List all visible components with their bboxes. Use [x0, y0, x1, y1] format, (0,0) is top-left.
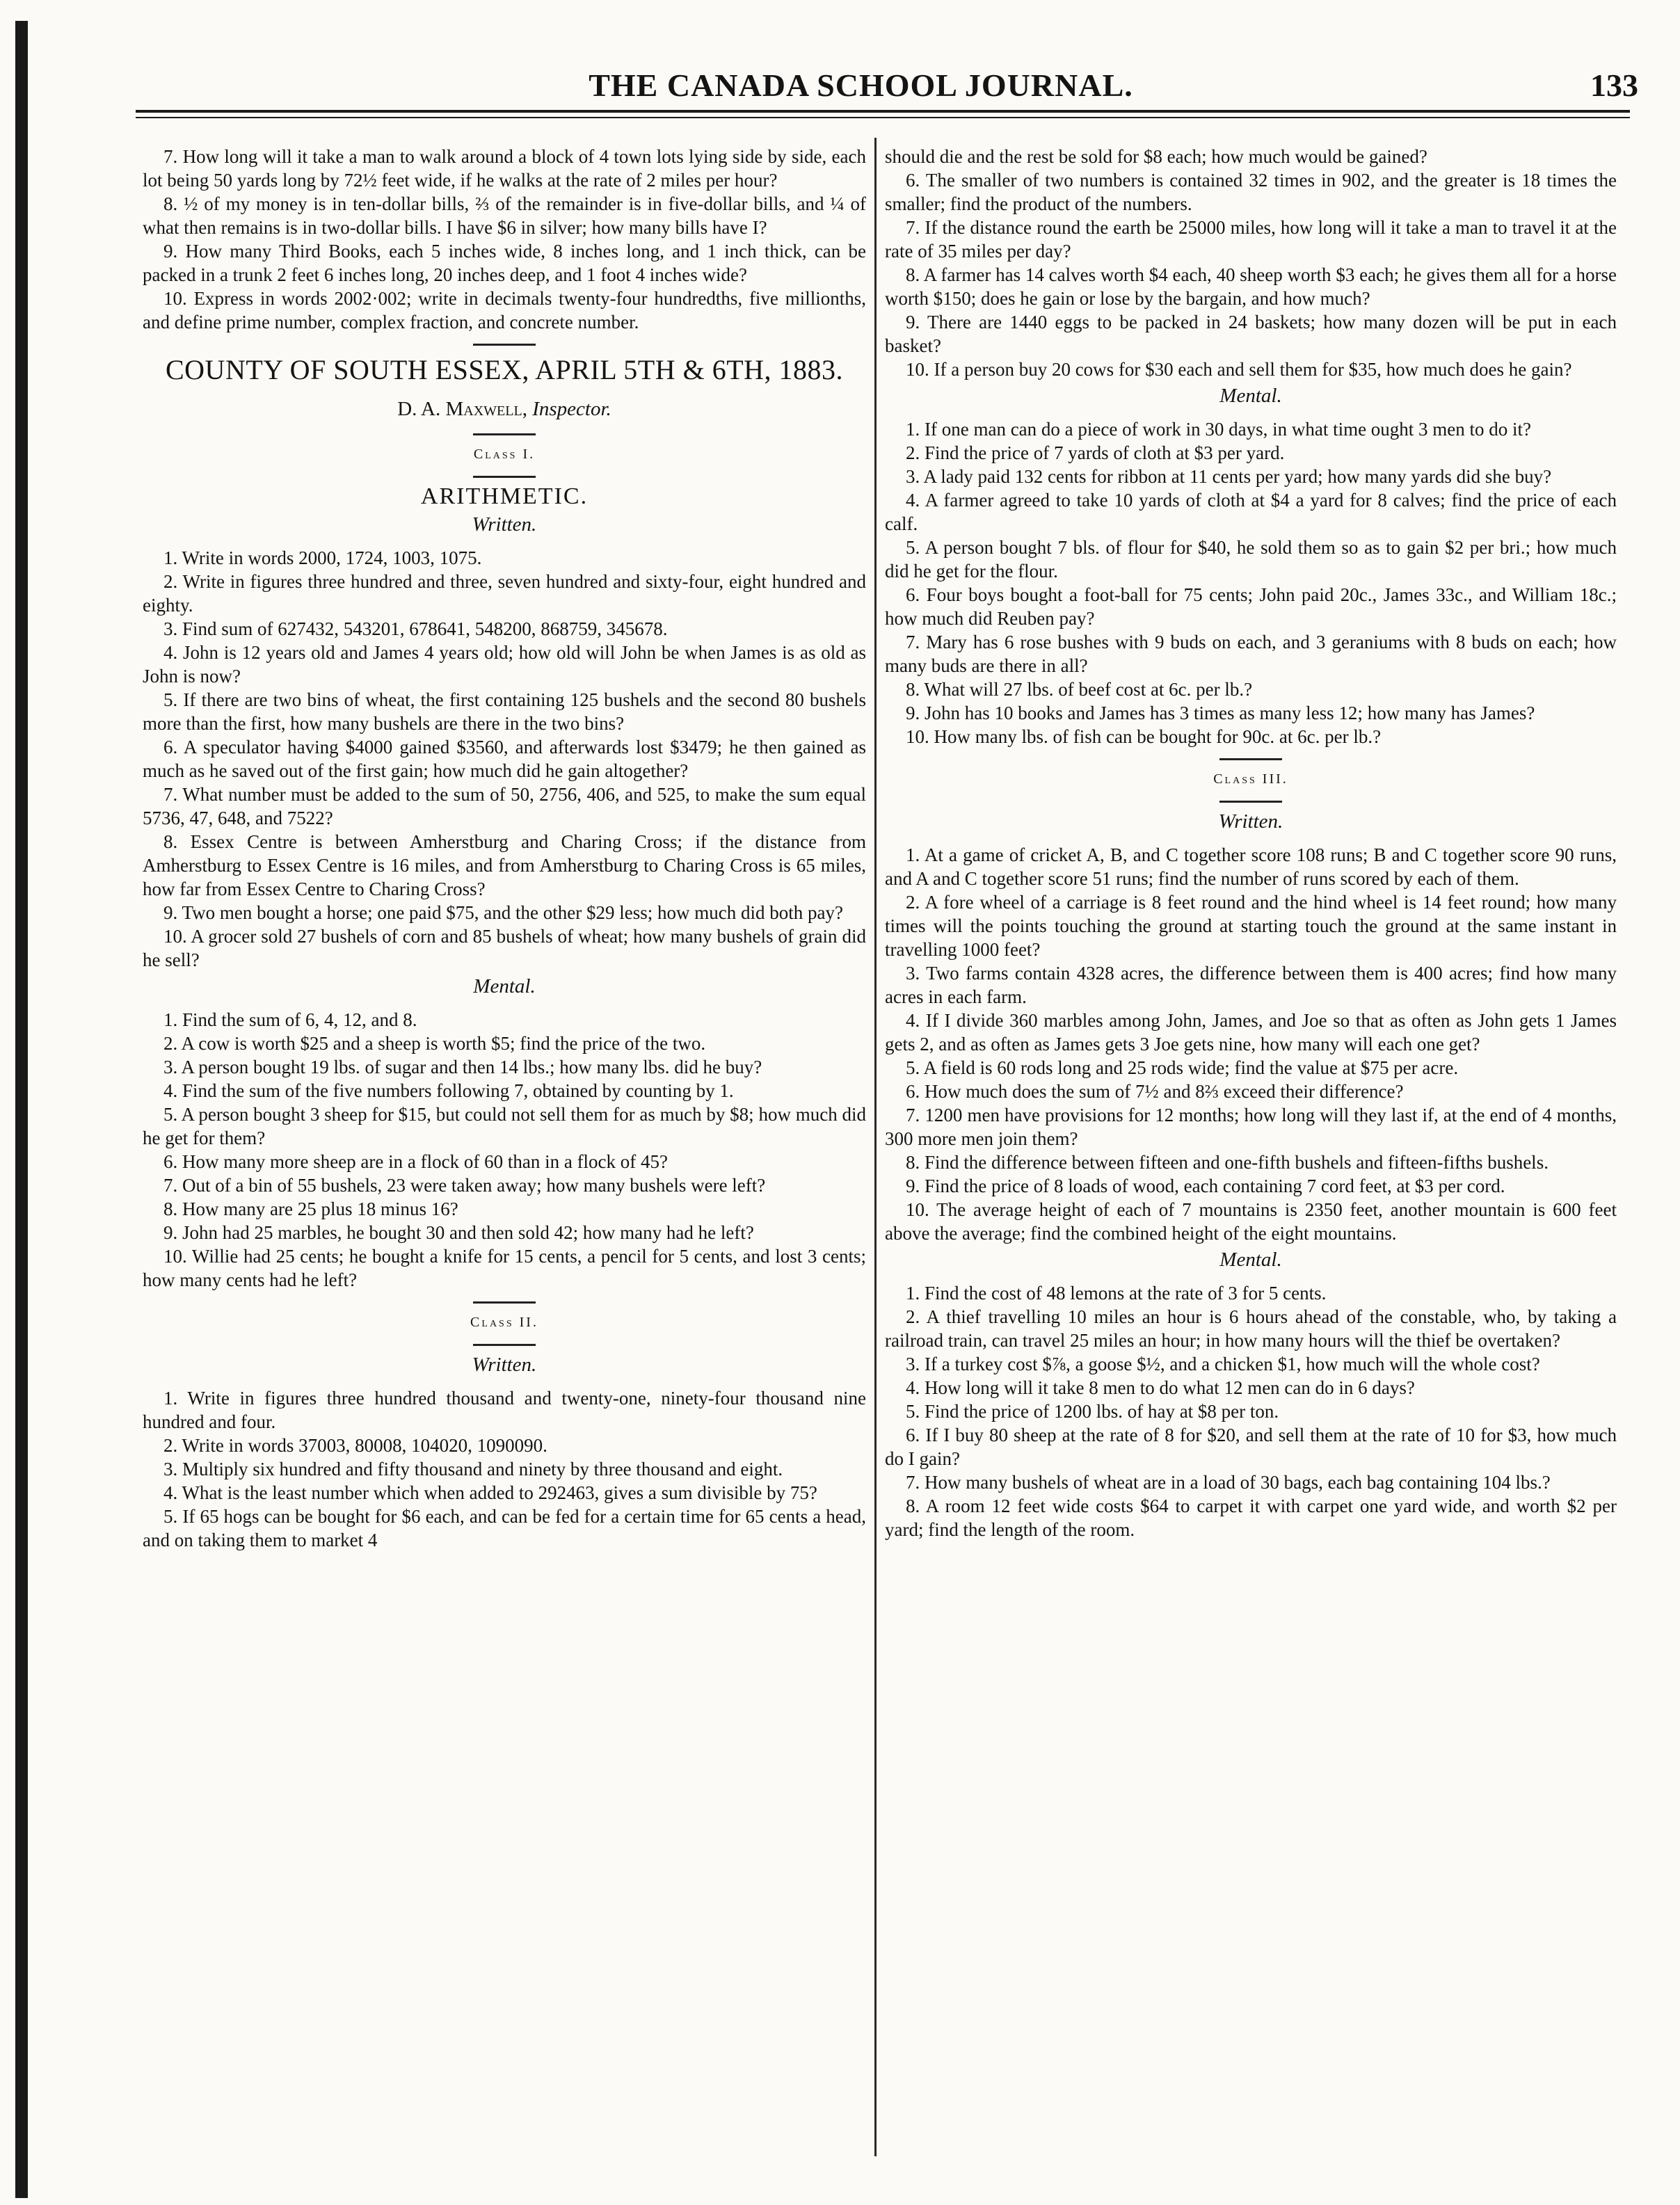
question-item — [885, 1056, 1617, 1080]
question-number: 9. — [906, 703, 920, 723]
question-text: A lady paid 132 cents for ribbon at 11 cents per yard; how many yards did she buy? — [923, 466, 1552, 487]
question-item — [885, 725, 1617, 748]
question-item — [885, 1423, 1617, 1470]
question-item — [143, 901, 866, 924]
question-item — [143, 1032, 866, 1055]
question-text: How many more sheep are in a flock of 60 than in a flock of 45? — [182, 1151, 669, 1172]
question-number: 6. — [906, 1081, 920, 1102]
question-number: 8. — [906, 264, 920, 285]
mental-heading: Mental. — [473, 975, 536, 997]
question-text: Find the sum of 6, 4, 12, and 8. — [182, 1009, 417, 1030]
question-text: Find the price of 1200 lbs. of hay at $8 per ton. — [925, 1401, 1279, 1422]
question-item — [885, 1080, 1617, 1103]
question-number: 4. — [163, 1482, 178, 1503]
question-text: Four boys bought a foot-ball for 75 cents; John paid 20c., James 33c., and William 18c.; how much did Reuben pay? — [885, 584, 1617, 629]
question-text: A farmer has 14 calves worth $4 each, 40 sheep worth $3 each; he gives them all for a horse worth $150; does he gain or lose by the bargain, and how much? — [885, 264, 1617, 309]
question-item — [885, 168, 1617, 216]
question-text: How long will it take 8 men to do what 12 men can do in 6 days? — [925, 1377, 1415, 1398]
question-number: 8. — [906, 1496, 920, 1516]
question-number: 7. — [163, 784, 178, 805]
question-number: 3. — [163, 618, 178, 639]
question-text: Express in words 2002·002; write in decimals twenty-four hundredths, five millionths, and define prime number, complex fraction, and concrete number. — [143, 288, 866, 332]
question-text: How much does the sum of 7½ and 8⅔ exceed their difference? — [925, 1081, 1404, 1102]
question-number: 10. — [906, 1199, 929, 1220]
question-number: 10. — [906, 359, 929, 380]
question-number: 6. — [906, 1425, 920, 1445]
question-item — [885, 465, 1617, 488]
question-text: A person bought 7 bls. of flour for $40, he sold them so as to gain $2 per bri.; how much did he get for the flour. — [885, 537, 1617, 582]
question-number: 7. — [906, 217, 920, 238]
question-number: 9. — [163, 902, 178, 923]
question-item — [885, 961, 1617, 1009]
question-item — [143, 783, 866, 830]
question-list — [885, 843, 1617, 1245]
question-item — [143, 1505, 866, 1552]
question-item — [885, 263, 1617, 310]
question-item — [143, 617, 866, 641]
question-number: 4. — [906, 1377, 920, 1398]
written-heading: Written. — [472, 513, 537, 536]
class-heading: Class III. — [1213, 771, 1288, 787]
question-number: 4. — [163, 1080, 178, 1101]
question-text: Find sum of 627432, 543201, 678641, 548200, 868759, 345678. — [182, 618, 668, 639]
question-text: If the distance round the earth be 25000 miles, how long will it take a man to travel it at the rate of 35 miles per day? — [885, 217, 1617, 262]
question-number: 10. — [163, 926, 187, 947]
mental-heading: Mental. — [1219, 385, 1282, 407]
question-number: 2. — [163, 1435, 178, 1456]
question-number: 1. — [906, 419, 920, 440]
question-item — [143, 1434, 866, 1457]
question-item — [885, 488, 1617, 536]
question-number: 5. — [163, 689, 178, 710]
inspector-line — [143, 397, 866, 421]
question-item — [143, 1008, 866, 1032]
section-rule — [1219, 801, 1282, 803]
question-item — [885, 843, 1617, 890]
written-heading: Written. — [1218, 810, 1283, 833]
question-number: 8. — [163, 193, 178, 214]
question-item — [885, 310, 1617, 358]
question-item — [885, 216, 1617, 263]
question-item — [885, 1470, 1617, 1494]
question-number: 7. — [163, 1175, 178, 1196]
question-text: A fore wheel of a carriage is 8 feet round and the hind wheel is 14 feet round; how many times will the points touching the ground at starting touch the ground at the same instant in travelling 1000 feet? — [885, 892, 1617, 960]
question-text: If I divide 360 marbles among John, James, and Joe so that as often as John gets 1 James gets 2, and as often as James gets 3 Joe gets nine, how many will each one get? — [885, 1010, 1617, 1055]
question-text: A person bought 19 lbs. of sugar and then 14 lbs.; how many lbs. did he buy? — [181, 1057, 762, 1077]
question-number: 7. — [163, 146, 178, 167]
question-number: 10. — [163, 1246, 187, 1267]
mental-heading: Mental. — [1219, 1249, 1282, 1271]
question-number: 1. — [163, 1388, 178, 1409]
question-text: If a turkey cost $⅞, a goose $½, and a chicken $1, how much will the whole cost? — [925, 1354, 1540, 1374]
question-text: Find the price of 7 yards of cloth at $3 per yard. — [925, 442, 1285, 463]
question-number: 1. — [906, 844, 920, 865]
journal-title: THE CANADA SCHOOL JOURNAL. — [589, 67, 1133, 103]
question-item — [143, 1173, 866, 1197]
question-item — [143, 1457, 866, 1481]
question-text: John is 12 years old and James 4 years old; how old will John be when James is as old as John is now? — [143, 642, 867, 687]
question-item — [143, 641, 866, 688]
question-item — [143, 546, 866, 570]
question-item — [143, 192, 866, 239]
question-text: Find the price of 8 loads of wood, each containing 7 cord feet, at $3 per cord. — [925, 1176, 1505, 1196]
question-number: 8. — [163, 1198, 178, 1219]
question-item — [885, 1009, 1617, 1056]
section-rule — [1219, 758, 1282, 760]
question-number: 6. — [906, 170, 920, 191]
question-item — [143, 1055, 866, 1079]
question-number: 5. — [163, 1104, 178, 1125]
question-text: How many are 25 plus 18 minus 16? — [182, 1198, 458, 1219]
question-item — [885, 1103, 1617, 1150]
question-text: A field is 60 rods long and 25 rods wide; find the value at $75 per acre. — [923, 1057, 1459, 1078]
question-text: What will 27 lbs. of beef cost at 6c. per lb.? — [924, 679, 1253, 700]
question-text: If I buy 80 sheep at the rate of 8 for $20, and sell them at the rate of 10 for $3, how much do I gain? — [885, 1425, 1617, 1469]
question-number: 6. — [163, 1151, 178, 1172]
question-number: 9. — [163, 241, 178, 262]
question-number: 4. — [906, 1010, 920, 1031]
question-list — [143, 1008, 866, 1292]
question-item — [143, 1079, 866, 1102]
question-number: 10. — [163, 288, 187, 309]
question-text: Write in figures three hundred thousand and twenty-one, ninety-four thousand nine hundred and four. — [143, 1388, 867, 1432]
question-text: How many bushels of wheat are in a load of 30 bags, each bag containing 104 lbs.? — [925, 1472, 1551, 1493]
question-number: 4. — [906, 490, 920, 511]
question-number: 9. — [906, 312, 920, 332]
question-list — [885, 417, 1617, 748]
question-text: Essex Centre is between Amherstburg and Charing Cross; if the distance from Amherstburg to Essex Centre is 16 miles, and from Amherstburg to Charing Cross is 65 miles, how far from Essex Centre to Charing Cross? — [143, 831, 867, 899]
question-text: How many Third Books, each 5 inches wide, 8 inches long, and 1 inch thick, can be packed in a trunk 2 feet 6 inches long, 20 inches deep, and 1 foot 4 inches wide? — [143, 241, 866, 285]
inspector-title: Inspector. — [532, 398, 611, 420]
page-number: 133 — [1590, 67, 1638, 103]
question-number: 3. — [906, 963, 920, 984]
question-item — [143, 1481, 866, 1505]
class-heading: Class II. — [470, 1315, 538, 1330]
question-number: 6. — [163, 737, 178, 757]
question-text: Write in figures three hundred and three, seven hundred and sixty-four, eight hundred and eighty. — [143, 571, 866, 616]
question-text: A room 12 feet wide costs $64 to carpet it with carpet one yard wide, and worth $2 per yard; find the length of the room. — [885, 1496, 1617, 1540]
question-text: Write in words 37003, 80008, 104020, 1090090. — [182, 1435, 547, 1456]
question-item — [885, 677, 1617, 701]
question-text: ½ of my money is in ten-dollar bills, ⅔ of the remainder is in five-dollar bills, and ¼ of what then remains is in two-dollar bills. I have $6 in silver; how many bills have I? — [143, 193, 867, 238]
question-text: A cow is worth $25 and a sheep is worth $5; find the price of the two. — [181, 1033, 706, 1054]
question-number: 1. — [906, 1283, 920, 1304]
question-number: 6. — [906, 584, 920, 605]
question-text: Find the cost of 48 lemons at the rate of 3 for 5 cents. — [925, 1283, 1327, 1304]
section-rule — [473, 1301, 536, 1304]
question-text: Find the difference between fifteen and one-fifth bushels and fifteen-fifths bushels. — [925, 1152, 1549, 1173]
question-item — [885, 1281, 1617, 1305]
question-number: 2. — [906, 1306, 920, 1327]
question-list — [885, 1281, 1617, 1541]
question-item — [885, 890, 1617, 961]
question-item — [143, 239, 866, 287]
page-binding-edge — [15, 21, 28, 2198]
question-text: Mary has 6 rose bushes with 9 buds on each, and 3 geraniums with 8 buds on each; how many buds are there in all? — [885, 632, 1617, 676]
question-item — [885, 630, 1617, 677]
section-rule — [473, 476, 536, 478]
question-number: 1. — [163, 547, 178, 568]
question-item — [143, 688, 866, 735]
question-text: If one man can do a piece of work in 30 days, in what time ought 3 men to do it? — [925, 419, 1532, 440]
question-number: 3. — [163, 1459, 178, 1480]
question-text: Out of a bin of 55 bushels, 23 were taken away; how many bushels were left? — [182, 1175, 766, 1196]
question-number: 10. — [906, 726, 929, 747]
question-item — [885, 1400, 1617, 1423]
question-item — [143, 1221, 866, 1244]
question-item — [143, 1386, 866, 1434]
question-number: 5. — [906, 537, 920, 558]
question-number: 3. — [906, 466, 920, 487]
question-number: 7. — [906, 632, 920, 652]
question-item — [885, 701, 1617, 725]
question-number: 5. — [163, 1506, 178, 1527]
page-header — [77, 57, 1645, 106]
question-item — [885, 583, 1617, 630]
class-heading: Class I. — [473, 447, 536, 462]
question-text: A grocer sold 27 bushels of corn and 85 bushels of wheat; how many bushels of grain did he sell? — [143, 926, 866, 970]
right-column — [885, 145, 1617, 1541]
question-number: 2. — [163, 571, 178, 592]
question-item — [143, 570, 866, 617]
question-list — [143, 546, 866, 972]
question-text: A speculator having $4000 gained $3560, and afterwards lost $3479; he then gained as much as he saved out of the first gain; how much did he gain altogether? — [143, 737, 866, 781]
section-rule — [473, 1344, 536, 1346]
question-item — [143, 830, 866, 901]
question-number: 8. — [906, 1152, 920, 1173]
question-text: John has 10 books and James has 3 times as many less 12; how many has James? — [925, 703, 1535, 723]
question-text: Two men bought a horse; one paid $75, and the other $29 less; how much did both pay? — [182, 902, 843, 923]
inspector-name: D. A. Maxwell, — [397, 398, 527, 420]
question-number: 3. — [906, 1354, 920, 1374]
question-item — [885, 1198, 1617, 1245]
question-text: At a game of cricket A, B, and C together score 108 runs; B and C together score 90 runs, and A and C together score 51 runs; find the number of runs scored by each of them. — [885, 844, 1617, 889]
question-text: There are 1440 eggs to be packed in 24 baskets; how many dozen will be put in each basket? — [885, 312, 1617, 356]
question-text: What number must be added to the sum of 50, 2756, 406, and 525, to make the sum equal 5736, 47, 648, and 7522? — [143, 784, 867, 828]
question-text: If 65 hogs can be bought for $6 each, and can be fed for a certain time for 65 cents a head, and on taking them to market 4 — [143, 1506, 867, 1550]
question-number: 1. — [163, 1009, 178, 1030]
question-list — [143, 1386, 866, 1552]
question-list — [143, 145, 866, 334]
written-heading: Written. — [472, 1354, 537, 1376]
header-rule-thin — [136, 117, 1630, 118]
header-rule — [136, 110, 1630, 113]
carryover-text: should die and the rest be sold for $8 each; how much would be gained? — [885, 146, 1427, 167]
question-text: Multiply six hundred and fifty thousand and ninety by three thousand and eight. — [182, 1459, 783, 1480]
question-text: Find the sum of the five numbers following 7, obtained by counting by 1. — [182, 1080, 734, 1101]
question-item — [885, 1174, 1617, 1198]
question-text: Two farms contain 4328 acres, the difference between them is 400 acres; find how many acres in each farm. — [885, 963, 1617, 1007]
question-item — [885, 441, 1617, 465]
question-number: 7. — [906, 1105, 920, 1125]
question-text: Willie had 25 cents; he bought a knife for 15 cents, a pencil for 5 cents, and lost 3 cents; how many cents had he left? — [143, 1246, 866, 1290]
question-text: The average height of each of 7 mountains is 2350 feet, another mountain is 600 feet above the average; find the combined height of the eight mountains. — [885, 1199, 1617, 1244]
question-text: If a person buy 20 cows for $30 each and sell them for $35, how much does he gain? — [934, 359, 1572, 380]
question-number: 4. — [163, 642, 178, 663]
column-separator — [874, 138, 877, 2156]
question-number: 8. — [906, 679, 920, 700]
question-list — [885, 168, 1617, 381]
subject-heading: ARITHMETIC. — [420, 483, 589, 509]
question-text: 1200 men have provisions for 12 months; how long will they last if, at the end of 4 months, 300 more men join them? — [885, 1105, 1617, 1149]
question-text: John had 25 marbles, he bought 30 and then sold 42; how many had he left? — [182, 1222, 754, 1243]
question-number: 3. — [163, 1057, 178, 1077]
county-heading: COUNTY OF SOUTH ESSEX, APRIL 5TH & 6TH, 1883. — [165, 354, 844, 385]
question-item — [143, 1150, 866, 1173]
question-text: A farmer agreed to take 10 yards of cloth at $4 a yard for 8 calves; find the price of each calf. — [885, 490, 1617, 534]
question-text: A person bought 3 sheep for $15, but could not sell them for as much by $8; how much did he get for them? — [143, 1104, 866, 1148]
question-text: If there are two bins of wheat, the first containing 125 bushels and the second 80 bushels more than the first, how many bushels are there in the two bins? — [143, 689, 867, 734]
question-item — [143, 924, 866, 972]
question-number: 7. — [906, 1472, 920, 1493]
left-column — [143, 145, 866, 1552]
question-text: The smaller of two numbers is contained 32 times in 902, and the greater is 18 times the smaller; find the product of the numbers. — [885, 170, 1617, 214]
question-item — [143, 1102, 866, 1150]
question-item — [143, 735, 866, 783]
question-number: 2. — [163, 1033, 178, 1054]
question-number: 5. — [906, 1057, 920, 1078]
question-item — [885, 1305, 1617, 1352]
question-item — [885, 358, 1617, 381]
question-item — [143, 287, 866, 334]
question-item — [143, 1197, 866, 1221]
question-item — [143, 145, 866, 192]
question-number: 5. — [906, 1401, 920, 1422]
section-rule — [473, 433, 536, 435]
question-number: 9. — [906, 1176, 920, 1196]
question-text: How long will it take a man to walk around a block of 4 town lots lying side by side, each lot being 50 yards long by 72½ feet wide, if he walks at the rate of 2 miles per hour? — [143, 146, 866, 191]
question-number: 8. — [163, 831, 178, 852]
section-rule — [473, 344, 536, 346]
question-number: 2. — [906, 892, 920, 913]
question-text: How many lbs. of fish can be bought for 90c. at 6c. per lb.? — [934, 726, 1382, 747]
question-item — [885, 1150, 1617, 1174]
question-number: 9. — [163, 1222, 178, 1243]
question-item — [885, 1352, 1617, 1376]
question-text: A thief travelling 10 miles an hour is 6 hours ahead of the constable, who, by taking a railroad train, can travel 25 miles an hour; in how many hours will the thief be overtaken? — [885, 1306, 1617, 1351]
question-item — [885, 1376, 1617, 1400]
question-number: 2. — [906, 442, 920, 463]
question-item — [885, 1494, 1617, 1541]
question-item — [885, 417, 1617, 441]
question-item — [143, 1244, 866, 1292]
question-text: Write in words 2000, 1724, 1003, 1075. — [182, 547, 482, 568]
question-text: What is the least number which when added to 292463, gives a sum divisible by 75? — [182, 1482, 817, 1503]
question-item — [885, 536, 1617, 583]
